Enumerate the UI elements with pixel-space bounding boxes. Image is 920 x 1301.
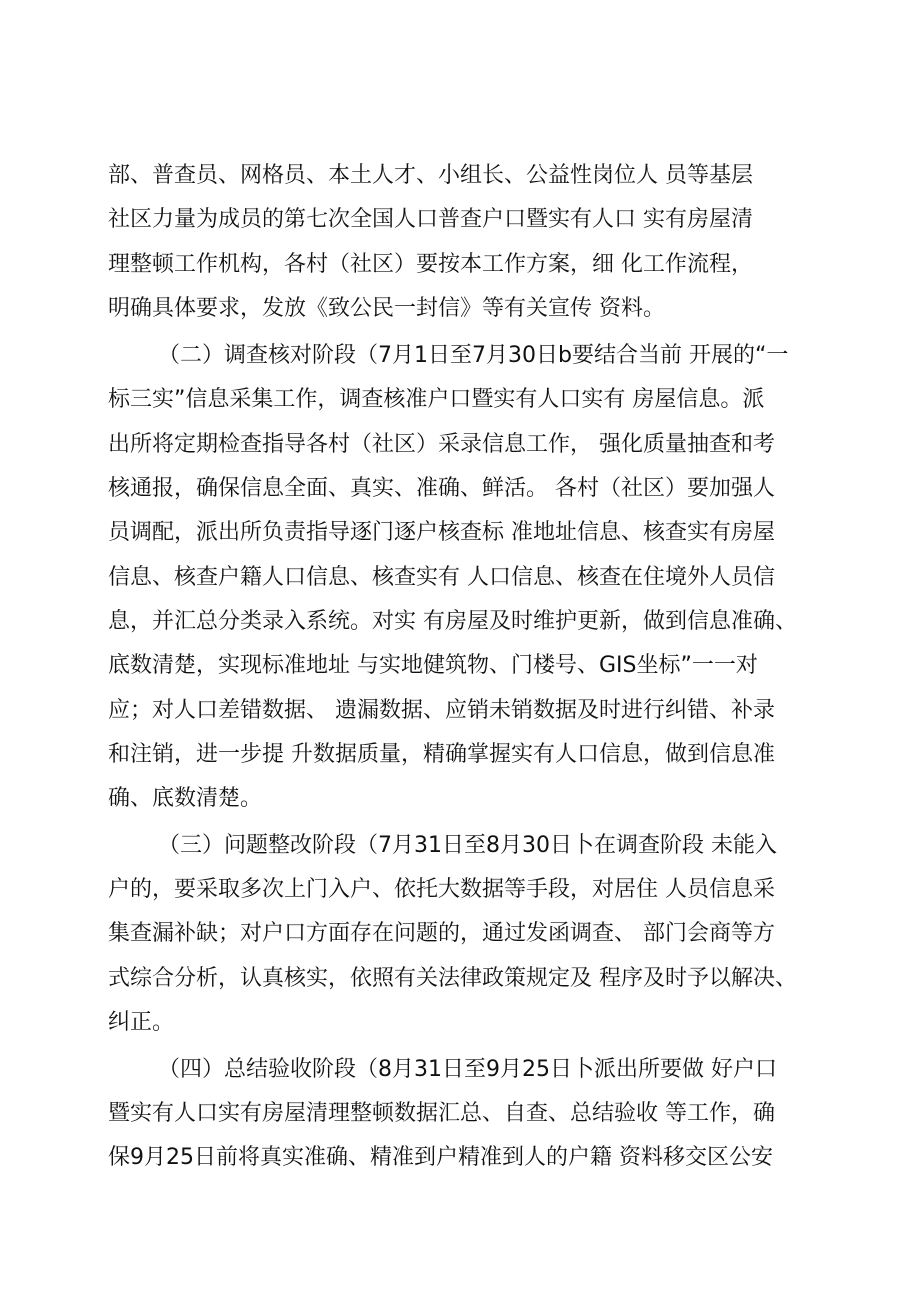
- body-text-line: 核通报，确保信息全面、真实、准确、鲜活。 各村（社区）要加强人: [108, 476, 775, 501]
- body-text-line: 息，并汇总分类录入系统。对实 有房屋及时维护更新，做到信息准确、: [108, 609, 797, 634]
- body-text-line: 出所将定期检查指导各村（社区）采录信息工作， 强化质量抽查和考: [108, 432, 775, 457]
- body-text-line: 集查漏补缺；对户口方面存在问题的，通过发函调查、 部门会商等方: [108, 921, 775, 946]
- body-text-line: 员调配，派出所负责指导逐门逐户核查标 准地址信息、核查实有房屋: [108, 520, 775, 545]
- section-heading-line: （四）总结验收阶段（8月31日至9月25日卜派出所要做 好户口: [158, 1057, 777, 1082]
- body-text-line: 确、底数清楚。: [108, 786, 263, 811]
- body-text-line: 理整顿工作机构，各村（社区）要按本工作方案，细 化工作流程，: [108, 252, 753, 277]
- body-text-line: 社区力量为成员的第七次全国人口普查户口暨实有人口 实有房屋清: [108, 207, 753, 232]
- section-heading-line: （二）调查核对阶段（7月1日至7月30日b要结合当前 开展的“一: [158, 343, 789, 368]
- body-text-line: 和注销，进一步提 升数据质量，精确掌握实有人口信息，做到信息准: [108, 742, 775, 767]
- body-text-line: 部、普查员、网格员、本土人才、小组长、公益性岗位人 员等基层: [108, 163, 753, 188]
- body-text-line: 信息、核查户籍人口信息、核查实有 人口信息、核查在住境外人员信: [108, 565, 775, 590]
- body-text-line: 标三实”信息采集工作，调查核准户口暨实有人口实有 房屋信息。派: [108, 387, 765, 412]
- body-text-line: 应；对人口差错数据、 遗漏数据、应销未销数据及时进行纠错、补录: [108, 698, 775, 723]
- body-text-line: 明确具体要求，发放《致公民一封信》等有关宣传 资料。: [108, 296, 665, 321]
- body-text-line: 式综合分析，认真核实，依照有关法律政策规定及 程序及时予以解决、: [108, 966, 797, 991]
- body-text-line: 户的，要采取多次上门入户、依托大数据等手段，对居住 人员信息采: [108, 877, 775, 902]
- section-heading-line: （三）问题整改阶段（7月31日至8月30日卜在调查阶段 未能入: [158, 833, 777, 858]
- body-text-line: 纠正。: [108, 1010, 175, 1035]
- body-text-line: 底数清楚，实现标准地址 与实地健筑物、门楼号、GIS坐标”一一对: [108, 653, 758, 678]
- body-text-line: 保9月25日前将真实准确、精准到户精准到人的户籍 资料移交区公安: [108, 1145, 773, 1170]
- body-text-line: 暨实有人口实有房屋清理整顿数据汇总、自查、总结验收 等工作，确: [108, 1101, 775, 1126]
